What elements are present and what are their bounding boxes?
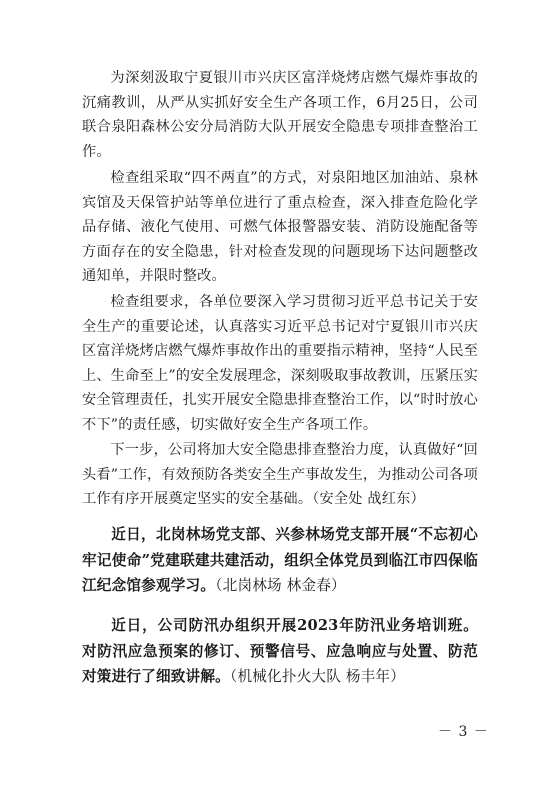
paragraph-intro-text: 为深刻汲取宁夏银川市兴庆区富洋烧烤店燃气爆炸事故的沉痛教训，从严从实抓好安全生产各项工作，6月25日，公司联合泉阳森林公安分局消防大队开展安全隐患专项排查整治工作。 <box>82 70 478 160</box>
news-item-flood-training-text: 近日，公司防汛办组织开展2023年防汛业务培训班。对防汛应急预案的修订、预警信号、应急响应与处置、防范对策进行了细致讲解。 <box>82 617 478 685</box>
paragraph-next-step-text: 下一步，公司将加大安全隐患排查整治力度，认真做好“回头看”工作，有效预防各类安全生产事故发生，为推动公司各项工作有序开展奠定坚实的安全基础。 <box>82 442 478 508</box>
paragraph-next-step <box>82 438 478 512</box>
news-item-party-building <box>82 522 478 599</box>
paragraph-requirements-text: 检查组要求，各单位要深入学习贯彻习近平总书记关于安全生产的重要论述，认真落实习近平总书记对宁夏银川市兴庆区富洋烧烤店燃气爆炸事故作出的重要指示精神，坚持“人民至上、生命至上”的安全发展理念，深刻吸取事故教训，压紧压实安全管理责任，扎实开展安全隐患排查整治工作，以“时时放心不下”的责任感，切实做好安全生产各项工作。 <box>82 294 478 433</box>
paragraph-requirements <box>82 290 478 438</box>
news-item-flood-training <box>82 613 478 690</box>
page-number: － 3 － <box>438 724 489 740</box>
news-item-flood-training-author: （机械化扑火大队 杨丰年） <box>229 668 406 685</box>
news-item-party-building-text: 近日，北岗林场党支部、兴参林场党支部开展“不忘初心 牢记使命”党建联建共建活动，组织全体党员到临江市四保临江纪念馆参观学习。 <box>82 526 478 594</box>
paragraph-inspection <box>82 166 478 289</box>
news-item-party-building-author: （北岗林场 林金春） <box>215 577 346 594</box>
paragraph-inspection-text: 检查组采取“四不两直”的方式，对泉阳地区加油站、泉林宾馆及天保管护站等单位进行了重点检查，深入排查危险化学品存储、液化气使用、可燃气体报警器安装、消防设施配备等方面存在的安全隐患，针对检查发现的问题现场下达问题整改通知单，并限时整改。 <box>82 170 478 285</box>
paragraph-intro <box>82 66 478 164</box>
article-author: （安全处 战红东） <box>312 491 425 508</box>
